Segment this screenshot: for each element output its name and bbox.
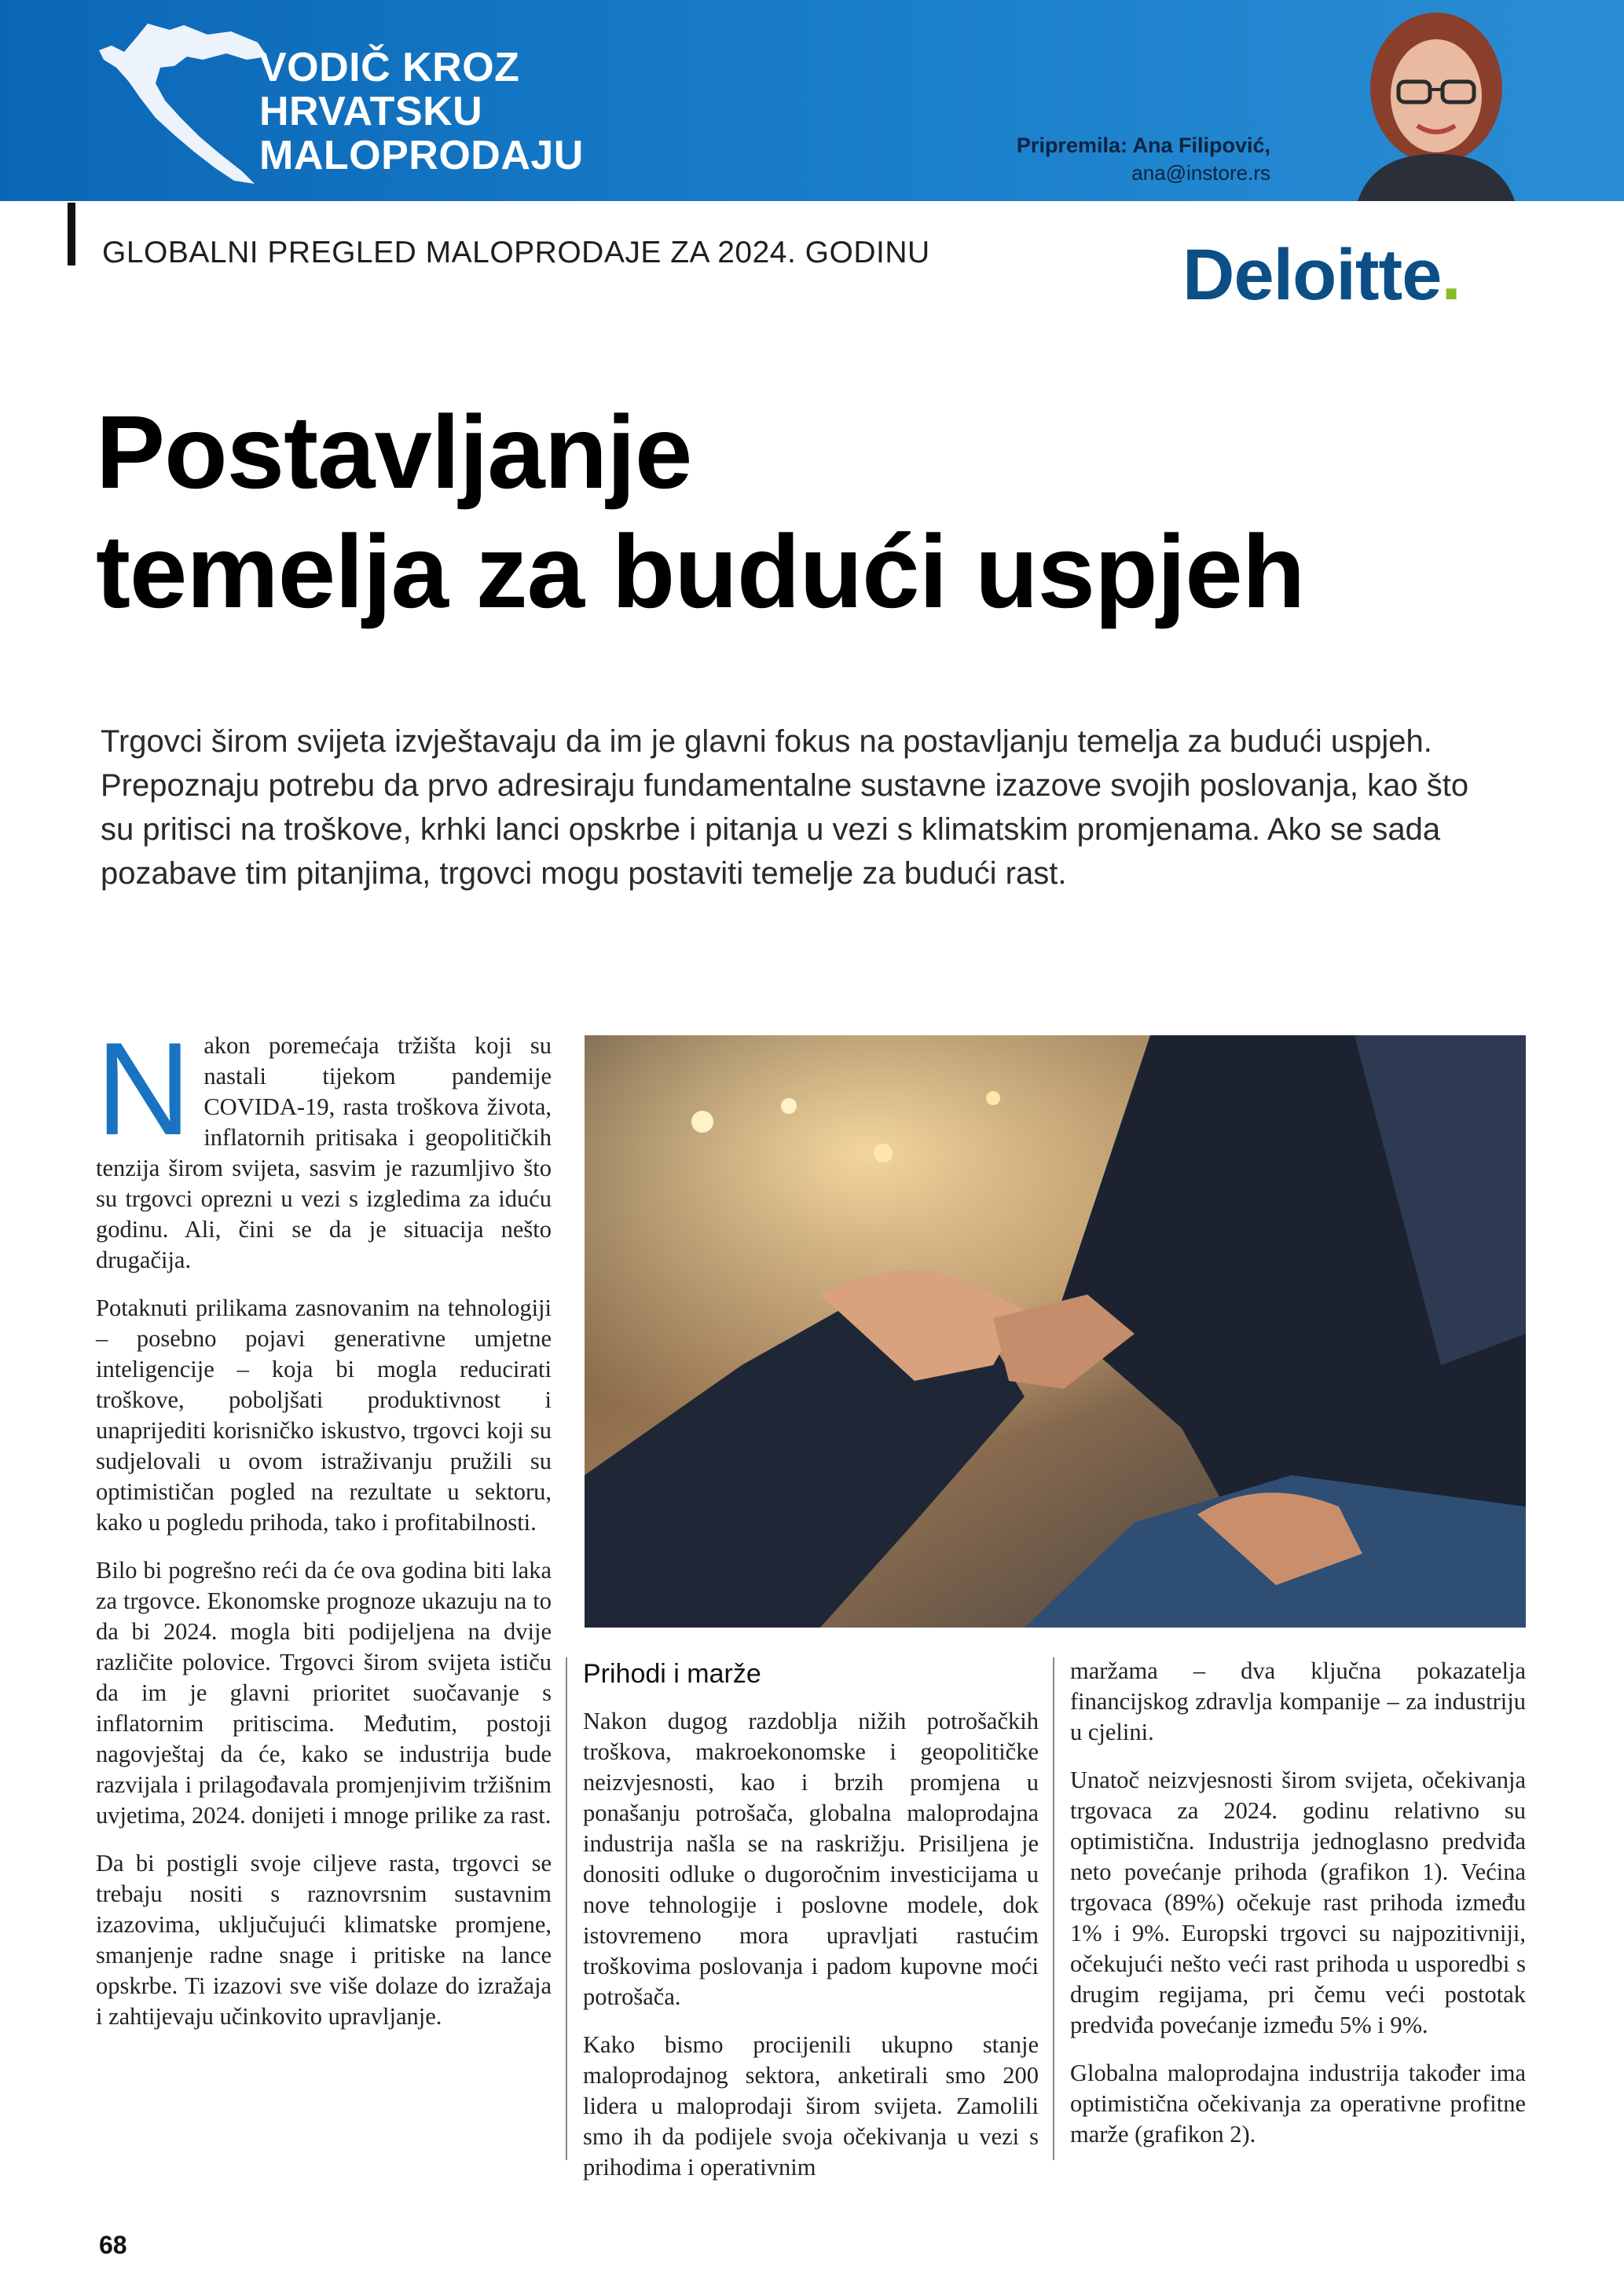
paragraph: Nakon dugog razdoblja nižih potrošačkih troškova, makroekonomske i geopolitičke neizvjesnosti, kao i brzih promjena u ponašanju potrošača, globalna maloprodajna industrija našla se na raskrižju. Prisiljena je donositi odluke o dugoročnim investicijama u nove tehnologije i poslovne modele, dok istovremeno mora upravljati rastućim troškovima poslovanja i padom kupovne moći potrošača. bbox=[583, 1708, 1039, 2010]
subheading: Prihodi i marže bbox=[583, 1659, 761, 1689]
handshake-photo bbox=[585, 1035, 1526, 1628]
croatia-map-icon bbox=[93, 19, 273, 190]
article-title bbox=[96, 393, 1304, 632]
paragraph bbox=[96, 1015, 552, 1276]
paragraph: Globalna maloprodajna industrija također ima optimistična očekivanja za operativne profitne marže (grafikon 2). bbox=[1070, 2060, 1526, 2148]
brand-line-2: HRVATSKU bbox=[259, 89, 483, 134]
paragraph: Bilo bi pogrešno reći da će ova godina biti laka za trgovce. Ekonomske prognoze ukazuju na to da bi 2024. mogla biti podijeljena na dvije različite polovice. Trgovci širom svijeta ističu da im je glavni prioritet suočavanje s inflatornim pritiscima. Međutim, postoji nagovještaj da će, kako se industrija bude razvijala i prilagođavala promjenjivim tržišnim uvjetima, 2024. donijeti i mnoge prilike za rast. bbox=[96, 1557, 552, 1829]
author-email: ana@instore.rs bbox=[1131, 161, 1270, 185]
paragraph-text: akon poremećaja tržišta koji su nastali tijekom pandemije COVIDA-19, rasta troškova života, inflatornih pritisaka i geopolitičkih tenzija širom svijeta, sasvim je razumljivo što su trgovci oprezni u vezi s izgledima za iduću godinu. Ali, čini se da je situacija nešto drugačija. bbox=[96, 1032, 552, 1273]
paragraph: Unatoč neizvjesnosti širom svijeta, očekivanja trgovaca za 2024. godinu relativno su optimistična. Industrija jednoglasno predviđa neto povećanje prihoda (grafikon 1). Većina trgovaca (89%) očekuje rast prihoda između 1% i 9%. Europski trgovci su najpozitivniji, očekujući nešto veći rast prihoda u usporedbi s drugim regijama, pri čemu veći postotak predviđa povećanje između 5% i 9%. bbox=[1070, 1767, 1526, 2038]
deloitte-logo bbox=[1182, 234, 1461, 317]
title-line-2: temelja za budući uspjeh bbox=[96, 514, 1305, 629]
column-3 bbox=[1070, 1656, 1526, 2167]
section-tag: GLOBALNI PREGLED MALOPRODAJE ZA 2024. GODINU bbox=[102, 236, 930, 269]
column-1 bbox=[96, 1015, 552, 2049]
logo-dot: . bbox=[1441, 235, 1461, 315]
section-marker bbox=[68, 203, 75, 265]
dropcap: N bbox=[96, 1015, 192, 1163]
series-brand bbox=[259, 46, 584, 178]
logo-text: Deloitte bbox=[1182, 235, 1442, 315]
column-divider bbox=[566, 1657, 567, 2160]
title-line-1: Postavljanje bbox=[96, 394, 692, 510]
author-block bbox=[1017, 134, 1270, 185]
column-2 bbox=[583, 1706, 1039, 2200]
paragraph: maržama – dva ključna pokazatelja financijskog zdravlja kompanije – za industriju u cjelini. bbox=[1070, 1657, 1526, 1745]
header-band bbox=[0, 0, 1624, 201]
page-number: 68 bbox=[99, 2231, 127, 2259]
article-lead: Trgovci širom svijeta izvještavaju da im je glavni fokus na postavljanju temelja za budući uspjeh. Prepoznaju potrebu da prvo adresiraju fundamentalne sustavne izazove svojih poslovanja, kao što su pritisci na troškove, krhki lanci opskrbe i pitanja u vezi s klimatskim promjenama. Ako se sada pozabave tim pitanjima, trgovci mogu postaviti temelje za budući rast. bbox=[101, 724, 1469, 891]
author-portrait bbox=[1326, 0, 1546, 201]
brand-line-3: MALOPRODAJU bbox=[259, 133, 584, 178]
brand-line-1: VODIČ KROZ bbox=[259, 45, 520, 90]
paragraph: Da bi postigli svoje ciljeve rasta, trgovci se trebaju nositi s raznovrsnim sustavnim izazovima, uključujući klimatske promjene, smanjenje radne snage i pritiske na lance opskrbe. Ti izazovi sve više dolaze do izražaja i zahtijevaju učinkovito upravljanje. bbox=[96, 1850, 552, 2030]
author-name: Pripremila: Ana Filipović, bbox=[1016, 134, 1270, 157]
paragraph: Potaknuti prilikama zasnovanim na tehnologiji – posebno pojavi generativne umjetne inteligencije – koja bi mogla reducirati troškove, poboljšati produktivnost i unaprijediti korisničko iskustvo, trgovci koji su sudjelovali u ovom istraživanju pružili su optimističan pogled na rezultate u sektoru, kako u pogledu prihoda, tako i profitabilnosti. bbox=[96, 1294, 552, 1536]
paragraph: Kako bismo procijenili ukupno stanje maloprodajnog sektora, anketirali smo 200 lidera u maloprodaji širom svijeta. Zamolili smo ih da podijele svoja očekivanja u vezi s prihodima i operativnim bbox=[583, 2031, 1039, 2181]
column-divider bbox=[1053, 1657, 1054, 2160]
